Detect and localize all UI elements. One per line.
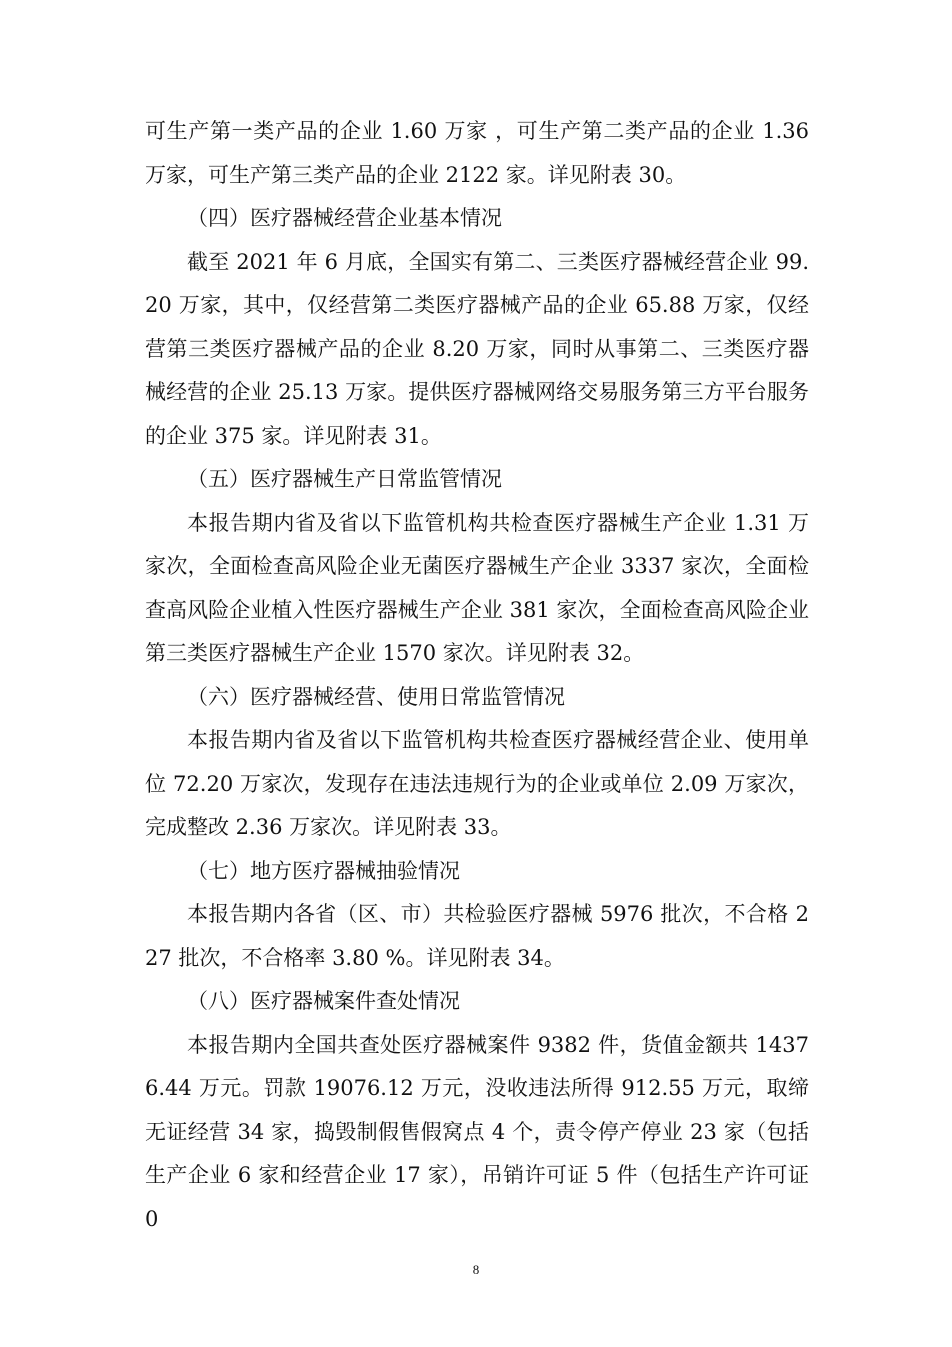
section-heading-production-supervision: （五）医疗器械生产日常监管情况 <box>187 467 502 491</box>
paragraph-local-sampling: 本报告期内各省（区、市）共检验医疗器械 5976 批次，不合格 227 批次，不合格率 3.80 %。详见附表 34。 <box>145 902 809 970</box>
section-heading-distribution-use-supervision: （六）医疗器械经营、使用日常监管情况 <box>187 684 565 709</box>
paragraph-production-supervision: 本报告期内省及省以下监管机构共检查医疗器械生产企业 1.31 万家次，全面检查高风险企业无菌医疗器械生产企业 3337 家次，全面检查高风险企业植入性医疗器械生产企业 381 家次，全面检查高风险企业第三类医疗器械生产企业 1570 家次。详见附表 32。 <box>145 510 809 665</box>
paragraph-distribution-enterprises: 截至 2021 年 6 月底，全国实有第二、三类医疗器械经营企业 99.20 万家，其中，仅经营第二类医疗器械产品的企业 65.88 万家，仅经营第三类医疗器械产品的企业 8.20 万家，同时从事第二、三类医疗器械经营的企业 25.13 万家。提供医疗器械网络交易服务第三方平台服务的企业 375 家。详见附表 31。 <box>145 249 809 448</box>
page-number: 8 <box>472 1262 480 1277</box>
section-heading-local-sampling: （七）地方医疗器械抽验情况 <box>187 858 460 883</box>
section-heading-distribution-enterprises: （四）医疗器械经营企业基本情况 <box>187 206 502 230</box>
paragraph-class-one-producers: 可生产第一类产品的企业 1.60 万家 ，可生产第二类产品的企业 1.36 万家，可生产第三类产品的企业 2122 家。详见附表 30。 <box>145 119 809 187</box>
paragraph-case-investigation: 本报告期内全国共查处医疗器械案件 9382 件，货值金额共 14376.44 万元。罚款 19076.12 万元，没收违法所得 912.55 万元，取缔无证经营 34 家，捣毁制假售假窝点 4 个，责令停产停业 23 家（包括生产企业 6 家和经营企业 17 家），吊销许可证 5 件（包括生产许可证 0 <box>145 1032 809 1231</box>
document-body <box>145 110 809 1241</box>
paragraph-distribution-use-supervision: 本报告期内省及省以下监管机构共检查医疗器械经营企业、使用单位 72.20 万家次，发现存在违法违规行为的企业或单位 2.09 万家次，完成整改 2.36 万家次。详见附表 33。 <box>145 728 809 839</box>
section-heading-case-investigation: （八）医疗器械案件查处情况 <box>187 989 460 1013</box>
